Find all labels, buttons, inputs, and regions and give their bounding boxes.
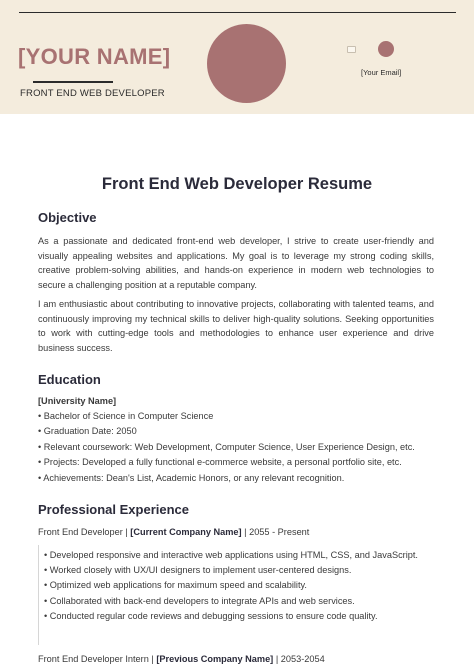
list-item: • Relevant coursework: Web Development, Computer Science, User Experience Design, etc. bbox=[38, 441, 415, 452]
list-item: • Bachelor of Science in Computer Science bbox=[38, 411, 214, 421]
objective-paragraph-1: As a passionate and dedicated front-end web developer, I strive to create user-friendly and visually appealing websites and applications. My goal is to leverage my strong coding skills, creative problem-solving abilities, and hands-on experience in modern web technologies to secure a challenging position at a reputable company. bbox=[38, 236, 434, 290]
experience-divider bbox=[38, 545, 39, 645]
contact-marker-icon bbox=[378, 41, 394, 57]
list-item: • Achievements: Dean's List, Academic Honors, or any relevant recognition. bbox=[38, 472, 345, 483]
email-address: [Your Email] bbox=[361, 68, 402, 77]
experience-heading: Professional Experience bbox=[38, 502, 190, 517]
email-icon bbox=[347, 46, 356, 53]
list-item: • Optimized web applications for maximum speed and scalability. bbox=[44, 580, 307, 591]
list-item: • Conducted regular code reviews and debugging sessions to ensure code quality. bbox=[44, 610, 378, 621]
candidate-name: [YOUR NAME] bbox=[18, 44, 171, 69]
list-item: • Graduation Date: 2050 bbox=[38, 426, 137, 437]
university-name: [University Name] bbox=[38, 396, 117, 406]
job-1-duties bbox=[44, 548, 424, 624]
objective-heading: Objective bbox=[38, 210, 97, 225]
resume-header bbox=[0, 0, 474, 114]
education-list bbox=[38, 409, 438, 486]
list-item: • Worked closely with UX/UI designers to implement user-centered designs. bbox=[44, 565, 352, 576]
page-title: Front End Web Developer Resume bbox=[101, 175, 373, 193]
profile-photo-placeholder bbox=[207, 24, 286, 103]
list-item: • Developed responsive and interactive web applications using HTML, CSS, and JavaScript. bbox=[44, 550, 418, 560]
candidate-role: FRONT END WEB DEVELOPER bbox=[20, 88, 165, 99]
list-item: • Collaborated with back-end developers to integrate APIs and web services. bbox=[44, 595, 355, 606]
education-heading: Education bbox=[38, 372, 101, 387]
list-item: • Projects: Developed a fully functional e-commerce website, a personal portfolio site, etc. bbox=[38, 457, 402, 468]
objective-paragraph-2: I am enthusiastic about contributing to innovative projects, collaborating with talented teams, and continuously improving my technical skills to deliver high-quality solutions. Seeking opportunities to work with cutting-edge tools and methodologies to enhance user experience and drive business success. bbox=[38, 299, 434, 353]
job-1-line: Front End Developer | [Current Company Name] | 2055 - Present bbox=[38, 527, 310, 537]
header-top-rule bbox=[19, 12, 456, 13]
job-2-line: Front End Developer Intern | [Previous Company Name] | 2053-2054 bbox=[38, 654, 325, 664]
name-underline bbox=[33, 81, 113, 83]
